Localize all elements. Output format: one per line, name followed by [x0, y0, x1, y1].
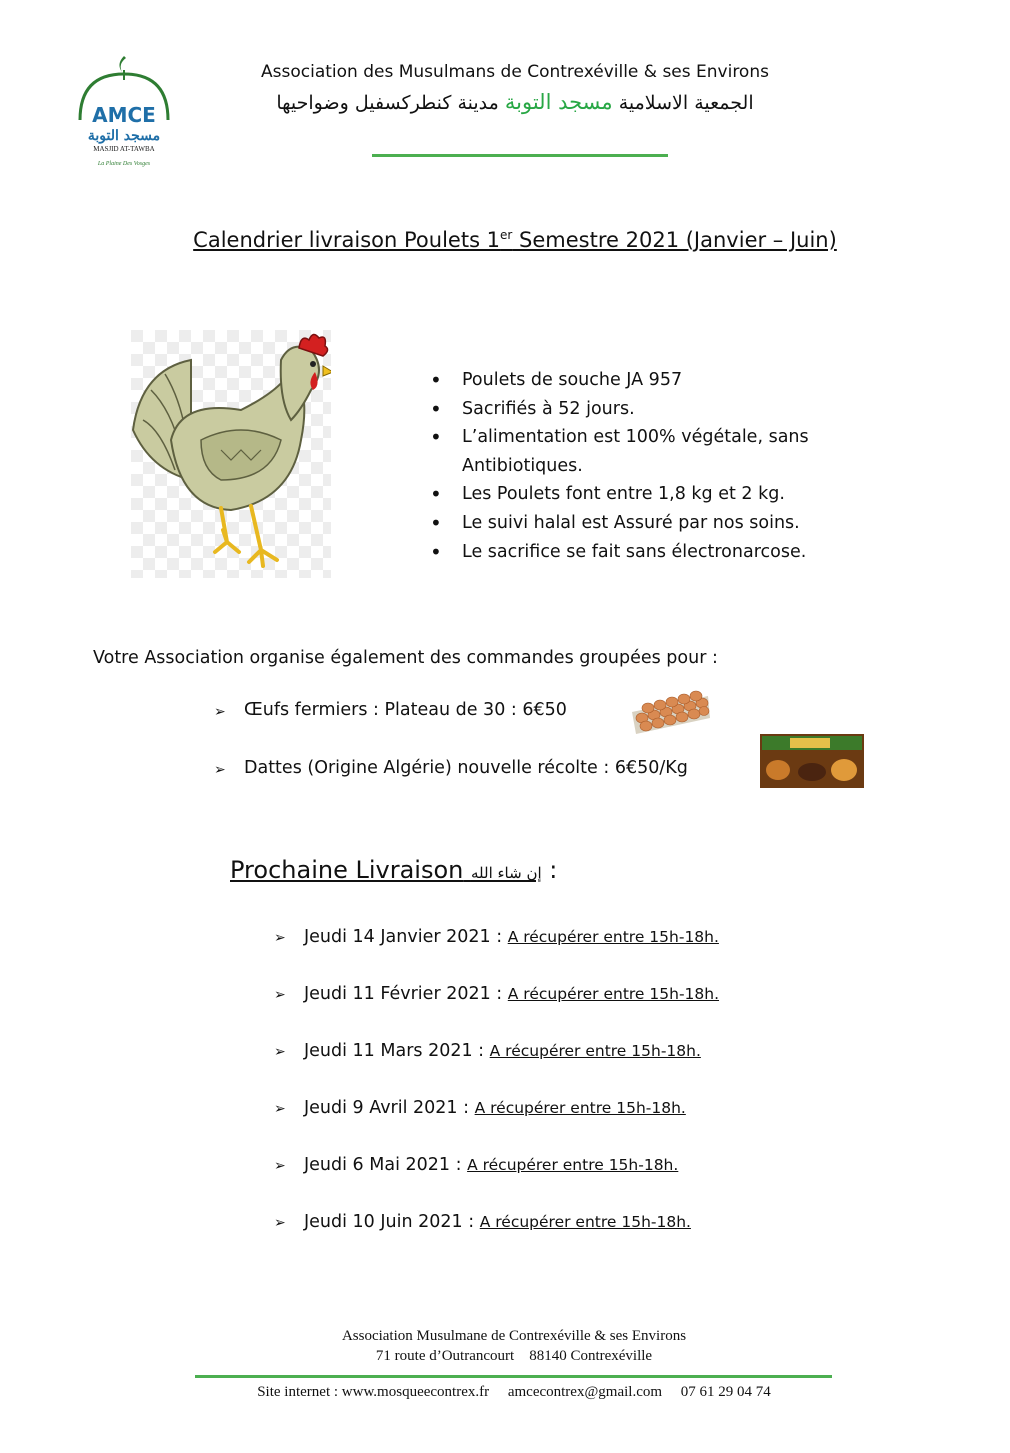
next-delivery-text: Prochaine Livraison — [230, 856, 464, 884]
footer-contact: Site internet : www.mosqueecontrex.fr amcecontrex@gmail.com 07 61 29 04 74 — [257, 1384, 771, 1400]
footer-address: 71 route d’Outrancourt 88140 Contrexéville — [375, 1348, 653, 1364]
title-post: Semestre 2021 (Janvier – Juin) — [512, 228, 837, 252]
delivery-pickup: A récupérer entre 15h-18h. — [467, 1156, 679, 1174]
page-title — [60, 228, 970, 252]
delivery-date: Jeudi 9 Avril 2021 : — [304, 1098, 470, 1118]
org-name-ar-post: مدينة كنطركسفيل وضواحيها — [276, 92, 499, 114]
arrow-bullet-icon: ➢ — [274, 930, 286, 946]
feature-item: • Sacrifiés à 52 jours. — [428, 395, 868, 424]
delivery-row — [274, 1212, 691, 1232]
logo-text: AMCE — [92, 103, 156, 127]
arrow-bullet-icon: ➢ — [274, 987, 286, 1003]
arrow-bullet-icon: ➢ — [274, 1044, 286, 1060]
feature-list — [428, 366, 868, 566]
feature-item: • Le sacrifice se fait sans électronarcose. — [428, 538, 868, 567]
title-sup: er — [500, 228, 513, 242]
delivery-pickup: A récupérer entre 15h-18h. — [474, 1099, 686, 1117]
delivery-date: Jeudi 6 Mai 2021 : — [304, 1155, 462, 1175]
delivery-row — [274, 927, 719, 947]
delivery-row — [274, 984, 719, 1004]
arrow-bullet-icon: ➢ — [214, 704, 226, 720]
delivery-row — [274, 1098, 686, 1118]
arrow-bullet-icon: ➢ — [214, 762, 226, 778]
footer-org-name: Association Musulmane de Contrexéville & ses Environs — [341, 1328, 687, 1344]
delivery-date: Jeudi 14 Janvier 2021 : — [304, 927, 503, 947]
arrow-bullet-icon: ➢ — [274, 1215, 286, 1231]
org-name-ar-pre: الجمعية الاسلامية — [618, 92, 754, 114]
feature-item: • Poulets de souche JA 957 — [428, 366, 868, 395]
header-divider — [372, 154, 668, 157]
logo-sub: MASJID AT-TAWBA — [93, 145, 155, 153]
grouped-orders-intro: Votre Association organise également des commandes groupées pour : — [93, 648, 718, 668]
logo-tagline: La Plaine Des Vosges — [97, 161, 151, 167]
arrow-bullet-icon: ➢ — [274, 1101, 286, 1117]
amce-logo — [64, 50, 190, 172]
delivery-date: Jeudi 11 Mars 2021 : — [304, 1041, 485, 1061]
next-delivery-title — [230, 856, 557, 884]
delivery-row — [274, 1041, 701, 1061]
feature-item: • L’alimentation est 100% végétale, sans Antibiotiques. — [428, 423, 868, 480]
next-delivery-label — [230, 856, 542, 884]
delivery-date: Jeudi 11 Février 2021 : — [304, 984, 503, 1004]
delivery-row — [274, 1155, 678, 1175]
feature-item: • Les Poulets font entre 1,8 kg et 2 kg. — [428, 480, 868, 509]
logo-arabic: مسجد التوبة — [87, 128, 161, 144]
title-pre: Calendrier livraison Poulets 1 — [193, 228, 501, 252]
delivery-date: Jeudi 10 Juin 2021 : — [304, 1212, 475, 1232]
chicken-illustration — [131, 330, 331, 578]
arrow-bullet-icon: ➢ — [274, 1158, 286, 1174]
org-name-ar-green: مسجد التوبة — [504, 90, 613, 114]
footer-divider — [195, 1375, 832, 1378]
dates-box-image — [760, 734, 864, 788]
org-name-ar — [180, 90, 850, 114]
delivery-pickup: A récupérer entre 15h-18h. — [479, 1213, 691, 1231]
order-dates: Dattes (Origine Algérie) nouvelle récolte : 6€50/Kg — [244, 758, 688, 778]
next-delivery-arabic: إن شاء الله — [470, 864, 542, 882]
next-delivery-colon: : — [541, 856, 558, 884]
egg-tray-image — [628, 678, 712, 736]
delivery-pickup: A récupérer entre 15h-18h. — [489, 1042, 701, 1060]
feature-item: • Le suivi halal est Assuré par nos soins. — [428, 509, 868, 538]
org-name-fr: Association des Musulmans de Contrexéville & ses Environs — [261, 62, 769, 82]
delivery-pickup: A récupérer entre 15h-18h. — [507, 985, 720, 1003]
order-eggs: Œufs fermiers : Plateau de 30 : 6€50 — [244, 700, 567, 720]
delivery-pickup: A récupérer entre 15h-18h. — [507, 928, 719, 946]
